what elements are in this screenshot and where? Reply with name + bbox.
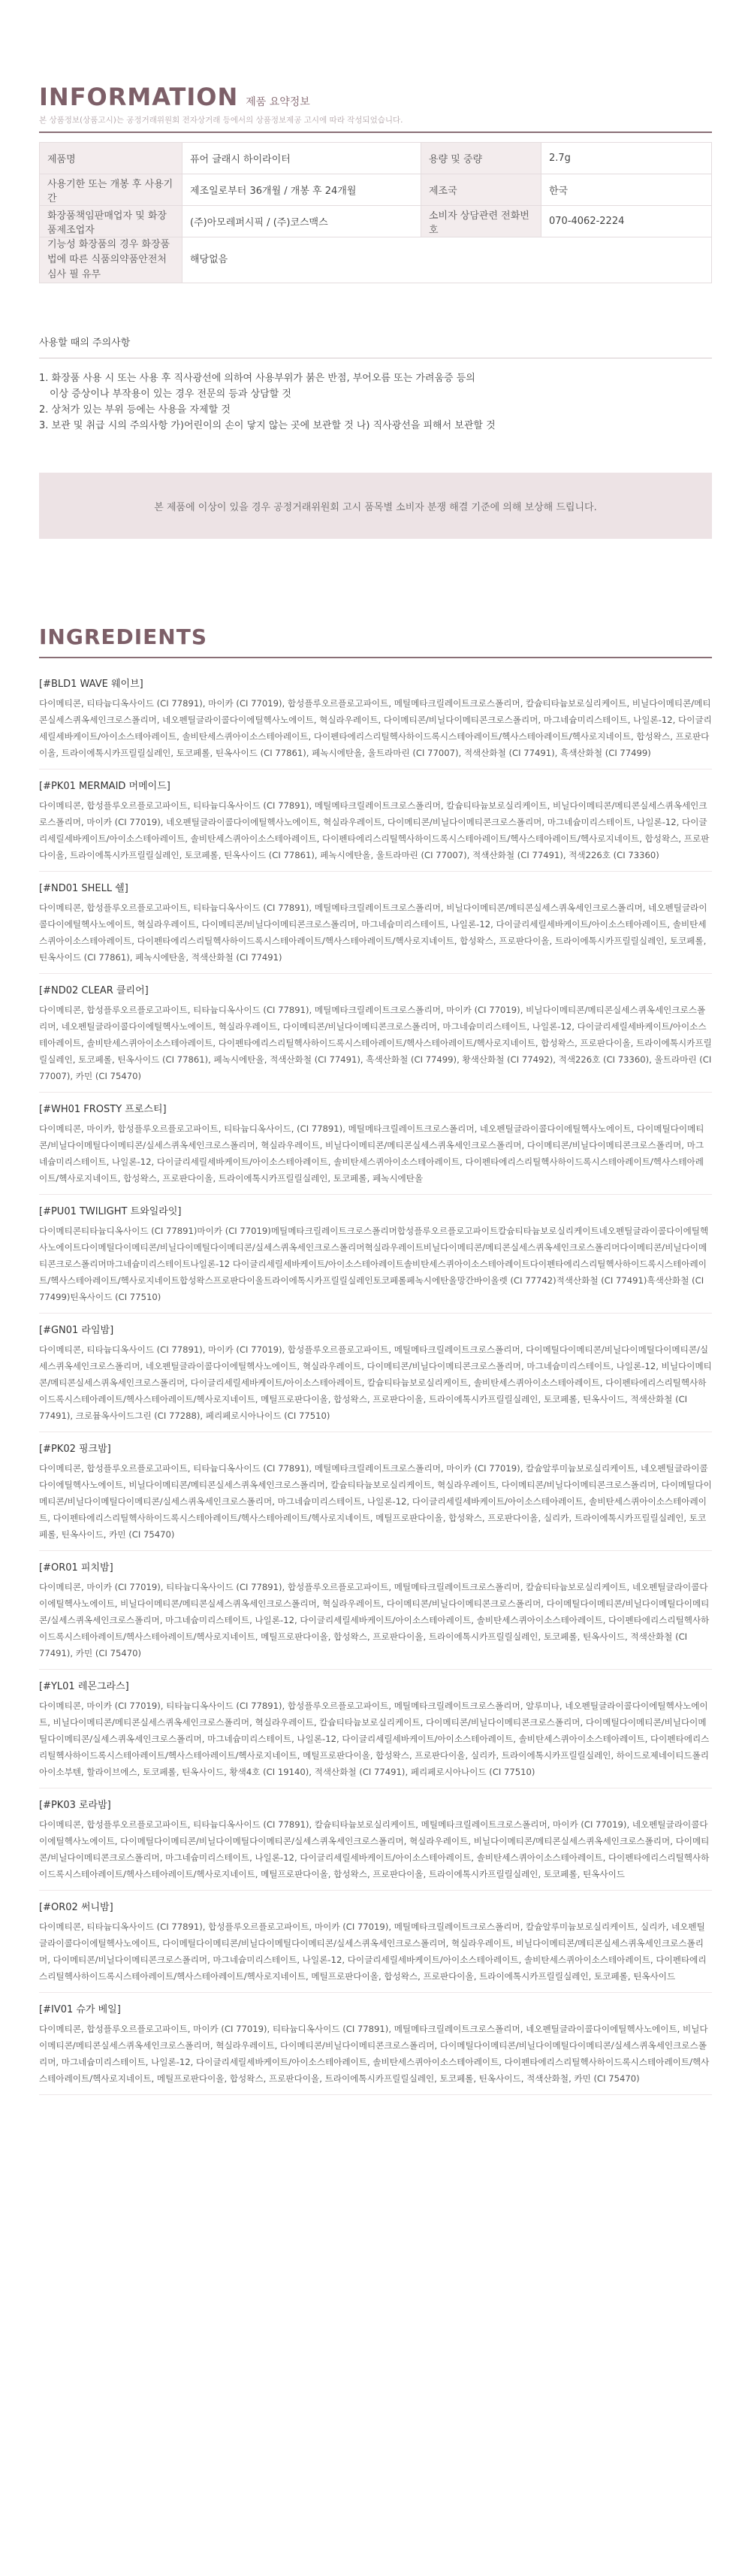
product-info-table <box>39 142 712 283</box>
list-item <box>39 676 712 769</box>
shade-name: [#YL01 레몬그라스] <box>39 1681 129 1692</box>
shade-ingredients: 다이메티콘, 합성플루오르플로고파이트, 티타늄디옥사이드 (CI 77891), 메틸메타크릴레이트크로스폴리머, 칼슘티타늄보로실리케이트, 비닐다이메티콘/메티콘실세스퀴옥세인크로스폴리머, 마이카 (CI 77019), 네오펜틸글라이콜다이에틸헥사노에이트, 혁실라우레이트, 다이메티콘/비닐다이메티콘크로스폴리머, 마그네슘미리스테이트, 나일론-12, 다이글리세릴세바케이트/아이소스테아레이트, 솔비탄세스퀴아이소스테아레이트, 다이펜타에리스리틸헥사하이드록시스테아레이트/헥사스테아레이트/헥사로지네이트, 합성왁스, 프로판다이올, 트라이에톡시카프릴릴실레인, 토코페롤, 틴옥사이드 (CI 77861), 페녹시에탄올, 울트라마린 (CI 77007), 적색산화철 (CI 77491), 적색226호 (CI 73360) <box>39 800 710 860</box>
table-label: 제조국 <box>421 174 541 206</box>
shade-name: [#PU01 TWILIGHT 트와일라잇] <box>39 1206 182 1217</box>
list-item <box>39 1900 712 1993</box>
list-item <box>39 1797 712 1891</box>
list-item <box>39 1679 712 1788</box>
table-value: 해당없음 <box>182 237 712 283</box>
table-value: 한국 <box>541 174 712 206</box>
divider <box>39 657 712 658</box>
table-label: 사용기한 또는 개봉 후 사용기간 <box>40 174 182 206</box>
shade-ingredients: 다이메티콘, 합성플루오르플로고파이트, 티타늄디옥사이드 (CI 77891), 칼슘티타늄보로실리케이트, 메틸메타크릴레이트크로스폴리머, 마이카 (CI 77019), 네오펜틸글라이콜다이에틸헥사노에이트, 다이메틸다이메티콘/비닐다이메틸다이메티콘/실세스퀴옥세인크로스폴리머, 혁실라우레이트, 비닐다이메티콘/메티콘실세스퀴옥세인크로스폴리머, 다이메티콘/비닐다이메티콘크로스폴리머, 마그네슘미리스테이트, 나일론-12, 다이글리세릴세바케이트/아이소스테아레이트, 솔비탄세스퀴아이소스테아레이트, 다이펜타에리스리틸헥사하이드록시스테아레이트/헥사스테아레이트/헥사로지네이트, 메틸프로판다이올, 합성왁스, 프로판다이올, 트라이에톡시카프릴릴실레인, 토코페롤, 틴옥사이드 <box>39 1819 710 1879</box>
caution-list <box>39 370 712 434</box>
caution-item: 3. 보관 및 취급 시의 주의사항 가)어린이의 손이 닿지 않는 곳에 보관할 것 나) 직사광선을 피해서 보관할 것 <box>39 420 496 431</box>
shade-ingredients: 다이메티콘, 티타늄디옥사이드 (CI 77891), 마이카 (CI 77019), 합성플루오르플로고파이트, 메틸메타크릴레이트크로스폴리머, 다이메틸다이메티콘/비닐다이메틸다이메티콘/실세스퀴옥세인크로스폴리머, 네오펜틸글라이콜다이에틸헥사노에이트, 혁실라우레이트, 다이메티콘/비닐다이메티콘크로스폴리머, 마그네슘미리스테이트, 나일론-12, 비닐다이메티콘/메티콘실세스퀴옥세인크로스폴리머, 다이글리세릴세바케이트/아이소스테아레이트, 칼슘티타늄보로실리케이트, 솔비탄세스퀴아이소스테아레이트, 다이펜타에리스리틸헥사하이드록시스테아레이트/헥사스테아레이트/헥사로지네이트, 메틸프로판다이올, 합성왁스, 프로판다이올, 트라이에톡시카프릴릴실레인, 토코페롤, 틴옥사이드, 적색산화철 (CI 77491), 크로뮴옥사이드그린 (CI 77288), 페리페로시아나이드 (CI 77510) <box>39 1344 712 1421</box>
caution-section <box>39 334 712 434</box>
shade-ingredients: 다이메티콘, 티타늄디옥사이드 (CI 77891), 마이카 (CI 77019), 합성플루오르플로고파이트, 메틸메타크릴레이트크로스폴리머, 칼슘티타늄보로실리케이트, 비닐다이메티콘/메티콘실세스퀴옥세인크로스폴리머, 네오펜틸글라이콜다이에틸헥사노에이트, 혁실라우레이트, 다이메티콘/비닐다이메티콘크로스폴리머, 마그네슘미리스테이트, 나일론-12, 다이글리세릴세바케이트/아이소스테아레이트, 솔비탄세스퀴아이소스테아레이트, 다이펜타에리스리틸헥사하이드록시스테아레이트/헥사스테아레이트/헥사로지네이트, 합성왁스, 프로판다이올, 트라이에톡시카프릴릴실레인, 토코페롤, 틴옥사이드 (CI 77861), 페녹시에탄올, 울트라마린 (CI 77007), 적색산화철 (CI 77491), 흑색산화철 (CI 77499) <box>39 698 712 758</box>
list-item <box>39 1323 712 1432</box>
table-label: 소비자 상담관련 전화번호 <box>421 206 541 237</box>
caution-item: 이상 증상이나 부작용이 있는 경우 전문의 등과 상담할 것 <box>50 389 291 400</box>
table-value: 제조일로부터 36개월 / 개봉 후 24개월 <box>182 174 421 206</box>
list-item <box>39 881 712 974</box>
table-row <box>40 143 712 174</box>
compensation-notice <box>39 473 712 539</box>
shade-ingredients: 다이메티콘, 티타늄디옥사이드 (CI 77891), 합성플루오르플로고파이트, 마이카 (CI 77019), 메틸메타크릴레이트크로스폴리머, 칼슘알루미늄보로실리케이트, 실리카, 네오펜틸글라이콜다이에틸헥사노에이트, 다이메틸다이메티콘/비닐다이메틸다이메티콘/실세스퀴옥세인크로스폴리머, 혁실라우레이트, 비닐다이메티콘/메티콘실세스퀴옥세인크로스폴리머, 다이메티콘/비닐다이메티콘크로스폴리머, 마그네슘미리스테이트, 나일론-12, 다이글리세릴세바케이트/아이소스테아레이트, 솔비탄세스퀴아이소스테아레이트, 다이펜타에리스리틸헥사하이드록시스테아레이트/헥사스테아레이트/헥사로지네이트, 메틸프로판다이올, 합성왁스, 프로판다이올, 트라이에톡시카프릴릴실레인, 토코페롤, 틴옥사이드 <box>39 1921 707 1982</box>
shade-ingredients: 다이메티콘, 마이카 (CI 77019), 티타늄디옥사이드 (CI 77891), 합성플루오르플로고파이트, 메틸메타크릴레이트크로스폴리머, 알루미나, 네오펜틸글라이콜다이에틸헥사노에이트, 비닐다이메티콘/메티콘실세스퀴옥세인크로스폴리머, 혁실라우레이트, 칼슘티타늄보로실리케이트, 다이메티콘/비닐다이메티콘크로스폴리머, 다이메틸다이메티콘/비닐다이메틸다이메티콘/실세스퀴옥세인크로스폴리머, 마그네슘미리스테이트, 나일론-12, 다이글리세릴세바케이트/아이소스테아레이트, 솔비탄세스퀴아이소스테아레이트, 다이펜타에리스리틸헥사하이드록시스테아레이트/헥사스테아레이트/헥사로지네이트, 메틸프로판다이올, 합성왁스, 프로판다이올, 실리카, 트라이에톡시카프릴릴실레인, 하이드로제네이티드폴리아이소부텐, 할라이브에스, 토코페롤, 틴옥사이드, 황색4호 (CI 19140), 적색산화철 (CI 77491), 페리페로시아나이드 (CI 77510) <box>39 1701 710 1777</box>
table-row <box>40 206 712 237</box>
table-label: 기능성 화장품의 경우 화장품법에 따른 식품의약품안전처 심사 필 유무 <box>40 237 182 283</box>
table-value: 070-4062-2224 <box>541 206 712 237</box>
caution-item: 2. 상처가 있는 부위 등에는 사용을 자제할 것 <box>39 404 231 416</box>
table-value: (주)아모레퍼시픽 / (주)코스맥스 <box>182 206 421 237</box>
table-row <box>40 237 712 283</box>
shade-name: [#BLD1 WAVE 웨이브] <box>39 679 143 690</box>
shade-ingredients: 다이메티콘, 마이카, 합성플루오르플로고파이트, 티타늄디옥사이드, (CI 77891), 메틸메타크릴레이트크로스폴리머, 네오펜틸글라이콜다이에틸헥사노에이트, 다이메틸다이메티콘/비닐다이메틸다이메티콘/실세스퀴옥세인크로스폴리머, 혁실라우레이트, 비닐다이메티콘/메티콘실세스퀴옥세인크로스폴리머, 다이메티콘/비닐다이메티콘크로스폴리머, 마그네슘미리스테이트, 나일론-12, 다이글리세릴세바케이트/아이소스테아레이트, 솔비탄세스퀴아이소스테아레이트, 다이펜타에리스리틸헥사하이드록시스테아레이트/헥사스테아레이트/헥사로지네이트, 합성왁스, 프로판다이올, 트라이에톡시카프릴릴실레인, 토코페롤, 페녹시에탄올 <box>39 1123 704 1184</box>
table-value: 2.7g <box>541 143 712 174</box>
caution-item: 1. 화장품 사용 시 또는 사용 후 직사광선에 의하여 사용부위가 붉은 반점, 부어오름 또는 가려움증 등의 <box>39 373 475 384</box>
shade-name: [#PK02 핑크밤] <box>39 1444 111 1455</box>
information-note: 본 상품정보(상품고시)는 공정거래위원회 전자상거래 등에서의 상품정보제공 고시에 따라 작성되었습니다. <box>39 116 403 125</box>
shade-ingredients: 다이메티콘, 마이카 (CI 77019), 티타늄디옥사이드 (CI 77891), 합성플루오르플로고파이트, 메틸메타크릴레이트크로스폴리머, 칼슘티타늄보로실리케이트, 네오펜틸글라이콜다이에틸헥사노에이트, 비닐다이메티콘/메티콘실세스퀴옥세인크로스폴리머, 혁실라우레이트, 다이메티콘/비닐다이메티콘크로스폴리머, 다이메틸다이메티콘/비닐다이메틸다이메티콘/실세스퀴옥세인크로스폴리머, 마그네슘미리스테이트, 나일론-12, 다이글리세릴세바케이트/아이소스테아레이트, 솔비탄세스퀴아이소스테아레이트, 다이펜타에리스리틸헥사하이드록시스테아레이트/헥사스테아레이트/헥사로지네이트, 메틸프로판다이올, 합성왁스, 프로판다이올, 트라이에톡시카프릴릴실레인, 토코페롤, 틴옥사이드, 적색산화철 (CI 77491), 카민 (CI 75470) <box>39 1582 710 1658</box>
information-header <box>39 0 712 111</box>
list-item <box>39 1441 712 1551</box>
shade-ingredients: 다이메티콘, 합성플루오르플로고파이트, 티타늄디옥사이드 (CI 77891), 메틸메타크릴레이트크로스폴리머, 마이카 (CI 77019), 칼슘알루미늄보로실리케이트, 네오펜틸글라이콜다이에틸헥사노에이트, 비닐다이메티콘/메티콘실세스퀴옥세인크로스폴리머, 칼슘티타늄보로실리케이트, 혁실라우레이트, 다이메티콘/비닐다이메티콘크로스폴리머, 다이메틸다이메티콘/비닐다이메틸다이메티콘/실세스퀴옥세인크로스폴리머, 마그네슘미리스테이트, 나일론-12, 다이글리세릴세바케이트/아이소스테아레이트, 솔비탄세스퀴아이소스테아레이트, 다이펜타에리스리틸헥사하이드록시스테아레이트/헥사스테아레이트/헥사로지네이트, 메틸프로판다이올, 합성왁스, 프로판다이올, 실리카, 트라이에톡시카프릴릴실레인, 토코페롤, 틴옥사이드, 카민 (CI 75470) <box>39 1463 712 1540</box>
shade-ingredients: 다이메티콘, 합성플루오르플로고파이트, 마이카 (CI 77019), 티타늄디옥사이드 (CI 77891), 메틸메타크릴레이트크로스폴리머, 네오펜틸글라이콜다이에틸헥사노에이트, 비닐다이메티콘/메티콘실세스퀴옥세인크로스폴리머, 혁실라우레이트, 다이메티콘/비닐다이메티콘크로스폴리머, 다이메틸다이메티콘/비닐다이메틸다이메티콘/실세스퀴옥세인크로스폴리머, 마그네슘미리스테이트, 나일론-12, 다이글리세릴세바케이트/아이소스테아레이트, 솔비탄세스퀴아이소스테아레이트, 다이펜타에리스리틸헥사하이드록시스테아레이트/헥사스테아레이트/헥사로지네이트, 메틸프로판다이올, 합성왁스, 프로판다이올, 트라이에톡시카프릴릴실레인, 토코페롤, 틴옥사이드, 적색산화철, 카민 (CI 75470) <box>39 2024 710 2084</box>
caution-title: 사용할 때의 주의사항 <box>39 334 712 358</box>
list-item <box>39 2002 712 2095</box>
ingredients-list <box>39 676 712 2095</box>
divider <box>39 132 712 133</box>
shade-name: [#PK03 로라밤] <box>39 1800 111 1811</box>
list-item <box>39 1102 712 1195</box>
shade-ingredients: 다이메티콘, 합성플루오르플로고파이트, 티타늄디옥사이드 (CI 77891), 메틸메타크릴레이트크로스폴리머, 비닐다이메티콘/메티콘실세스퀴옥세인크로스폴리머, 네오펜틸글라이콜다이에틸헥사노에이트, 혁실라우레이트, 다이메티콘/비닐다이메티콘크로스폴리머, 마그네슘미리스테이트, 나일론-12, 다이글리세릴세바케이트/아이소스테아레이트, 솔비탄세스퀴아이소스테아레이트, 다이펜타에리스리틸헥사하이드록시스테아레이트/헥사스테아레이트/헥사로지네이트, 합성왁스, 프로판다이올, 트라이에톡시카프릴릴실레인, 토코페롤, 틴옥사이드 (CI 77861), 페녹시에탄올, 적색산화철 (CI 77491) <box>39 903 707 963</box>
table-value: 퓨어 글래시 하이라이터 <box>182 143 421 174</box>
shade-name: [#OR01 피치밤] <box>39 1562 113 1574</box>
shade-name: [#ND02 CLEAR 클리어] <box>39 985 149 996</box>
list-item <box>39 779 712 872</box>
shade-name: [#PK01 MERMAID 머메이드] <box>39 781 170 792</box>
information-subtitle: 제품 요약정보 <box>246 96 310 108</box>
shade-ingredients: 다이메티콘티타늄디옥사이드 (CI 77891)마이카 (CI 77019)메틸메타크릴레이트크로스폴리머합성플루오르플로고파이트칼슘티타늄보로실리케이트네오펜틸글라이콜다이에틸헥사노에이트다이메틸다이메티콘/비닐다이메틸다이메티콘/실세스퀴옥세인크로스폴리머혁실라우레이트비닐다이메티콘/메티콘실세스퀴옥세인크로스폴리머다이메티콘/비닐다이메티콘크로스폴리머마그네슘미리스테이트나일론-12 다이글리세릴세바케이트/아이소스테아레이트솔비탄세스퀴아이소스테아레이트다이펜타에리스리틸헥사하이드록시스테아레이트/헥사스테아레이트/헥사로지네이트합성왁스프로판다이올트라이에톡시카프릴릴실레인토코페롤페녹시에탄올망간바이올렛 (CI 77742)적색산화철 (CI 77491)흑색산화철 (CI 77499)틴옥사이드 (CI 77510) <box>39 1226 709 1302</box>
list-item <box>39 1560 712 1670</box>
shade-name: [#IV01 슈가 베일] <box>39 2004 121 2015</box>
table-label: 제품명 <box>40 143 182 174</box>
information-title: INFORMATION <box>39 83 239 111</box>
shade-name: [#ND01 SHELL 쉘] <box>39 883 128 894</box>
notice-text: 본 제품에 이상이 있을 경우 공정거래위원회 고시 품목별 소비자 분쟁 해결 기준에 의해 보상해 드립니다. <box>154 501 597 513</box>
list-item <box>39 1204 712 1314</box>
table-label: 용량 및 중량 <box>421 143 541 174</box>
shade-ingredients: 다이메티콘, 합성플루오르플로고파이트, 티타늄디옥사이드 (CI 77891), 메틸메타크릴레이트크로스폴리머, 마이카 (CI 77019), 비닐다이메티콘/메티콘실세스퀴옥세인크로스폴리머, 네오펜틸글라이콜다이에틸헥사노에이트, 혁실라우레이트, 다이메티콘/비닐다이메티콘크로스폴리머, 마그네슘미리스테이트, 나일론-12, 다이글리세릴세바케이트/아이소스테아레이트, 솔비탄세스퀴아이소스테아레이트, 다이펜타에리스리틸헥사하이드록시스테아레이트/헥사스테아레이트/헥사로지네이트, 합성왁스, 프로판다이올, 트라이에톡시카프릴릴실레인, 토코페롤, 틴옥사이드 (CI 77861), 페녹시에탄올, 적색산화철 (CI 77491), 흑색산화철 (CI 77499), 황색산화철 (CI 77492), 적색226호 (CI 73360), 울트라마린 (CI 77007), 카민 (CI 75470) <box>39 1005 712 1081</box>
ingredients-title: INGREDIENTS <box>39 624 208 649</box>
list-item <box>39 983 712 1093</box>
table-label: 화장품책임판매업자 및 화장품제조업자 <box>40 206 182 237</box>
shade-name: [#GN01 라임밤] <box>39 1325 114 1336</box>
table-row <box>40 174 712 206</box>
shade-name: [#OR02 써니밤] <box>39 1902 113 1913</box>
shade-name: [#WH01 FROSTY 프로스티] <box>39 1104 167 1115</box>
